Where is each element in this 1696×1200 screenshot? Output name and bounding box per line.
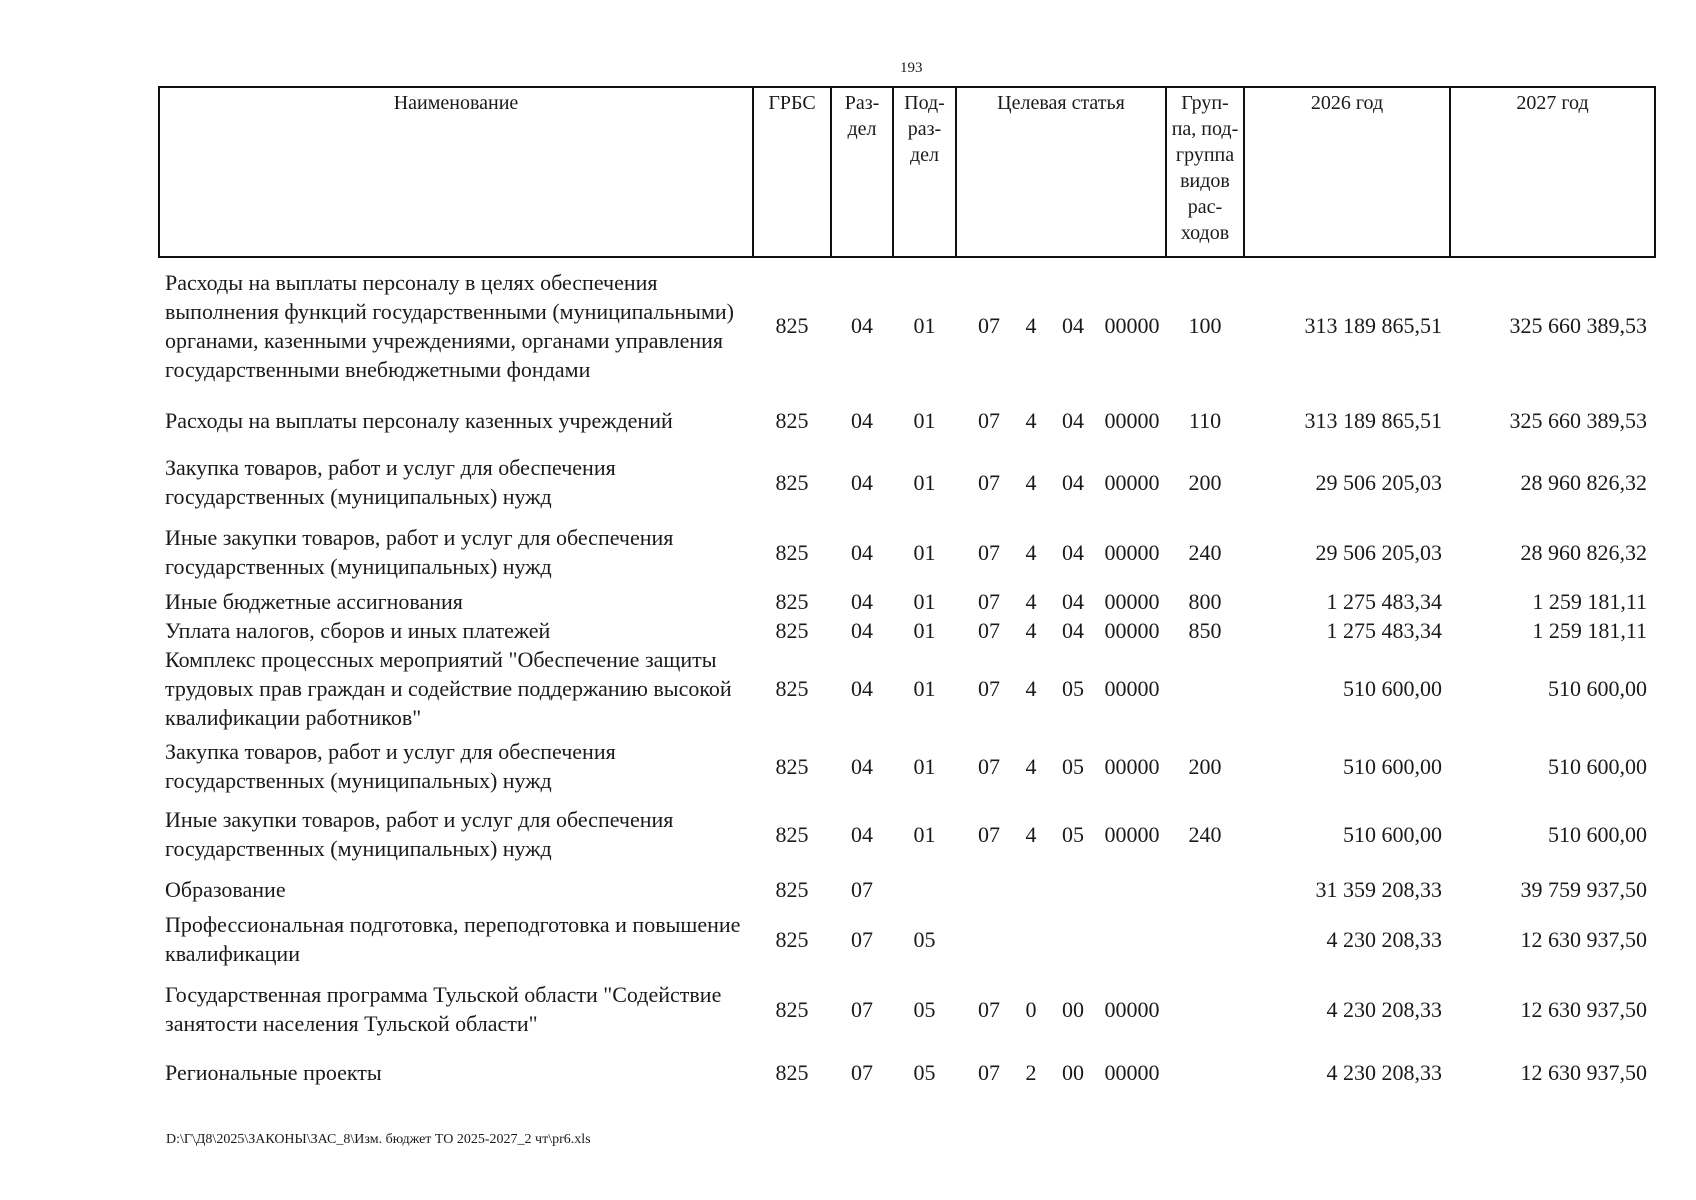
row-target-direction: 00000	[1104, 618, 1160, 643]
row-name: Государственная программа Тульской области "Содействие занятости населения Тульской области"	[165, 982, 722, 1036]
row-target-article	[956, 517, 1166, 587]
row-name: Иные бюджетные ассигнования	[165, 589, 463, 614]
row-expense-group: 200	[1188, 753, 1222, 779]
row-name: Расходы на выплаты персоналу в целях обеспечения выполнения функций государственными (муниципальными) органами, казенными учреждениями, органами управления государственными внебюджетными фондами	[165, 269, 734, 382]
row-target-article	[956, 1050, 1166, 1094]
row-target-subprogram: 04	[1062, 618, 1084, 643]
row-target-direction: 00000	[1104, 539, 1160, 565]
row-target-program: 07	[978, 996, 1000, 1022]
row-razdel: 04	[851, 821, 873, 847]
row-razdel: 04	[851, 618, 873, 643]
table-row	[159, 393, 1655, 447]
table-row	[159, 800, 1655, 868]
table-row	[159, 645, 1655, 732]
row-expense-group: 100	[1188, 313, 1222, 338]
table-row	[159, 968, 1655, 1050]
row-target-article	[956, 968, 1166, 1050]
row-target-program: 07	[978, 469, 1000, 495]
row-grbs: 825	[775, 676, 809, 701]
row-grbs: 825	[775, 753, 809, 779]
row-target-type: 4	[1025, 821, 1037, 847]
row-amount-2026: 313 189 865,51	[1304, 407, 1442, 433]
row-grbs: 825	[775, 469, 809, 495]
row-target-program: 07	[978, 407, 1000, 433]
row-grbs: 825	[775, 618, 809, 643]
header-razdel: Раз- дел	[831, 87, 893, 257]
row-podrazdel: 01	[913, 313, 936, 338]
row-name: Закупка товаров, работ и услуг для обеспечения государственных (муниципальных) нужд	[165, 739, 616, 793]
row-target-direction: 00000	[1104, 313, 1160, 338]
row-target-subprogram: 04	[1062, 407, 1084, 433]
row-target-article	[956, 257, 1166, 393]
row-target-type: 4	[1025, 753, 1037, 779]
row-target-article	[956, 393, 1166, 447]
row-target-program: 07	[978, 313, 1000, 338]
table-row	[159, 910, 1655, 968]
row-amount-2027: 510 600,00	[1548, 753, 1647, 779]
row-amount-2027: 325 660 389,53	[1509, 313, 1647, 338]
row-amount-2026: 29 506 205,03	[1315, 539, 1442, 565]
row-target-program: 07	[978, 753, 1000, 779]
row-grbs: 825	[775, 407, 809, 433]
row-expense-group	[1166, 910, 1244, 968]
table-row	[159, 517, 1655, 587]
row-target-subprogram: 04	[1062, 313, 1084, 338]
row-name: Комплекс процессных мероприятий "Обеспечение защиты трудовых прав граждан и содействие поддержанию высокой квалификации работников"	[165, 647, 732, 730]
row-podrazdel: 05	[913, 1059, 936, 1085]
row-grbs: 825	[775, 996, 809, 1022]
page-number: 193	[900, 60, 923, 76]
row-amount-2027: 12 630 937,50	[1520, 1059, 1647, 1085]
row-target-subprogram: 04	[1062, 589, 1084, 614]
row-target-direction: 00000	[1104, 676, 1160, 701]
row-target-program: 07	[978, 618, 1000, 643]
row-target-article	[956, 587, 1166, 616]
header-target-article: Целевая статья	[956, 87, 1166, 257]
row-target-type: 4	[1025, 469, 1037, 495]
row-razdel: 04	[851, 539, 873, 565]
row-amount-2027: 39 759 937,50	[1520, 876, 1647, 902]
row-amount-2026: 510 600,00	[1343, 821, 1442, 847]
row-amount-2026: 29 506 205,03	[1315, 469, 1442, 495]
budget-table-container	[158, 86, 1654, 1094]
row-razdel: 04	[851, 407, 873, 433]
row-target-direction: 00000	[1104, 589, 1160, 614]
row-target-article	[956, 800, 1166, 868]
row-target-type: 2	[1025, 1059, 1037, 1085]
row-target-type: 4	[1025, 313, 1037, 338]
row-target-program: 07	[978, 589, 1000, 614]
row-target-direction: 00000	[1104, 996, 1160, 1022]
row-amount-2027: 12 630 937,50	[1520, 996, 1647, 1022]
row-amount-2026: 510 600,00	[1343, 676, 1442, 701]
row-expense-group	[1166, 968, 1244, 1050]
row-target-direction: 00000	[1104, 407, 1160, 433]
row-grbs: 825	[775, 821, 809, 847]
row-target-program: 07	[978, 539, 1000, 565]
row-razdel: 04	[851, 313, 873, 338]
table-row	[159, 616, 1655, 645]
row-target-article	[956, 868, 1166, 910]
row-amount-2026: 4 230 208,33	[1326, 1059, 1442, 1085]
header-grbs: ГРБС	[753, 87, 831, 257]
row-expense-group	[1166, 645, 1244, 732]
row-name: Уплата налогов, сборов и иных платежей	[165, 618, 551, 643]
row-expense-group: 240	[1188, 821, 1222, 847]
row-expense-group: 200	[1188, 469, 1222, 495]
table-row	[159, 868, 1655, 910]
row-target-program: 07	[978, 676, 1000, 701]
row-podrazdel	[893, 868, 956, 910]
row-amount-2026: 1 275 483,34	[1326, 589, 1442, 614]
row-razdel: 07	[851, 926, 873, 952]
row-grbs: 825	[775, 539, 809, 565]
row-target-type: 4	[1025, 676, 1037, 701]
header-podrazdel: Под- раз- дел	[893, 87, 956, 257]
row-target-article	[956, 616, 1166, 645]
file-path-footer: D:\Г\Д8\2025\ЗАКОНЫ\ЗАС_8\Изм. бюджет ТО 2025-2027_2 чт\pr6.xls	[166, 1132, 591, 1147]
row-podrazdel: 01	[913, 469, 936, 495]
row-podrazdel: 01	[913, 407, 936, 433]
row-amount-2026: 4 230 208,33	[1326, 926, 1442, 952]
row-target-type: 0	[1025, 996, 1037, 1022]
header-year-2027: 2027 год	[1450, 87, 1655, 257]
row-podrazdel: 01	[913, 821, 936, 847]
row-razdel: 04	[851, 469, 873, 495]
budget-table	[158, 86, 1656, 1094]
row-expense-group: 850	[1188, 618, 1222, 643]
row-amount-2026: 4 230 208,33	[1326, 996, 1442, 1022]
row-amount-2026: 510 600,00	[1343, 753, 1442, 779]
row-name: Закупка товаров, работ и услуг для обеспечения государственных (муниципальных) нужд	[165, 455, 616, 509]
row-grbs: 825	[775, 926, 809, 952]
table-row	[159, 1050, 1655, 1094]
row-target-subprogram: 04	[1062, 539, 1084, 565]
row-razdel: 04	[851, 753, 873, 779]
row-expense-group: 800	[1188, 589, 1222, 614]
row-target-direction: 00000	[1104, 1059, 1160, 1085]
row-target-subprogram: 05	[1062, 753, 1084, 779]
row-grbs: 825	[775, 876, 809, 902]
row-target-direction: 00000	[1104, 753, 1160, 779]
row-podrazdel: 05	[913, 996, 936, 1022]
row-podrazdel: 01	[913, 589, 936, 614]
row-expense-group: 110	[1188, 407, 1222, 433]
row-razdel: 04	[851, 589, 873, 614]
row-target-subprogram: 05	[1062, 821, 1084, 847]
row-target-type: 4	[1025, 539, 1037, 565]
row-amount-2027: 325 660 389,53	[1509, 407, 1647, 433]
row-target-subprogram: 00	[1062, 996, 1084, 1022]
header-expense-group: Груп- па, под- группа видов рас- ходов	[1166, 87, 1244, 257]
row-target-article	[956, 645, 1166, 732]
row-amount-2027: 1 259 181,11	[1532, 618, 1647, 643]
table-row	[159, 257, 1655, 393]
row-expense-group	[1166, 868, 1244, 910]
row-grbs: 825	[775, 589, 809, 614]
row-target-article	[956, 910, 1166, 968]
table-row	[159, 447, 1655, 517]
row-amount-2027: 510 600,00	[1548, 821, 1647, 847]
row-name: Иные закупки товаров, работ и услуг для обеспечения государственных (муниципальных) нужд	[165, 807, 674, 861]
row-name: Образование	[165, 876, 286, 902]
row-target-subprogram: 05	[1062, 676, 1084, 701]
row-target-type: 4	[1025, 407, 1037, 433]
row-amount-2027: 12 630 937,50	[1520, 926, 1647, 952]
row-name: Профессиональная подготовка, переподготовка и повышение квалификации	[165, 912, 741, 966]
row-amount-2026: 313 189 865,51	[1304, 313, 1442, 338]
row-grbs: 825	[775, 1059, 809, 1085]
header-year-2026: 2026 год	[1244, 87, 1450, 257]
row-target-program: 07	[978, 1059, 1000, 1085]
row-target-subprogram: 00	[1062, 1059, 1084, 1085]
row-razdel: 07	[851, 876, 873, 902]
row-podrazdel: 01	[913, 676, 936, 701]
table-row	[159, 587, 1655, 616]
row-podrazdel: 01	[913, 753, 936, 779]
row-target-article	[956, 732, 1166, 800]
row-target-article	[956, 447, 1166, 517]
row-target-direction: 00000	[1104, 821, 1160, 847]
row-amount-2026: 31 359 208,33	[1315, 876, 1442, 902]
row-target-type: 4	[1025, 618, 1037, 643]
row-razdel: 07	[851, 996, 873, 1022]
table-header	[159, 87, 1655, 257]
row-amount-2027: 28 960 826,32	[1520, 539, 1647, 565]
row-target-direction: 00000	[1104, 469, 1160, 495]
header-name: Наименование	[159, 87, 753, 257]
row-podrazdel: 01	[913, 618, 936, 643]
row-target-subprogram: 04	[1062, 469, 1084, 495]
row-amount-2027: 28 960 826,32	[1520, 469, 1647, 495]
table-body	[159, 257, 1655, 1094]
row-name: Региональные проекты	[165, 1059, 382, 1085]
row-razdel: 04	[851, 676, 873, 701]
row-grbs: 825	[775, 313, 809, 338]
row-expense-group: 240	[1188, 539, 1222, 565]
table-row	[159, 732, 1655, 800]
row-name: Иные закупки товаров, работ и услуг для обеспечения государственных (муниципальных) нужд	[165, 525, 674, 579]
row-amount-2027: 1 259 181,11	[1532, 589, 1647, 614]
row-amount-2027: 510 600,00	[1548, 676, 1647, 701]
row-name: Расходы на выплаты персоналу казенных учреждений	[165, 407, 673, 433]
row-podrazdel: 01	[913, 539, 936, 565]
row-target-program: 07	[978, 821, 1000, 847]
row-razdel: 07	[851, 1059, 873, 1085]
row-amount-2026: 1 275 483,34	[1326, 618, 1442, 643]
row-expense-group	[1166, 1050, 1244, 1094]
row-target-type: 4	[1025, 589, 1037, 614]
row-podrazdel: 05	[913, 926, 936, 952]
